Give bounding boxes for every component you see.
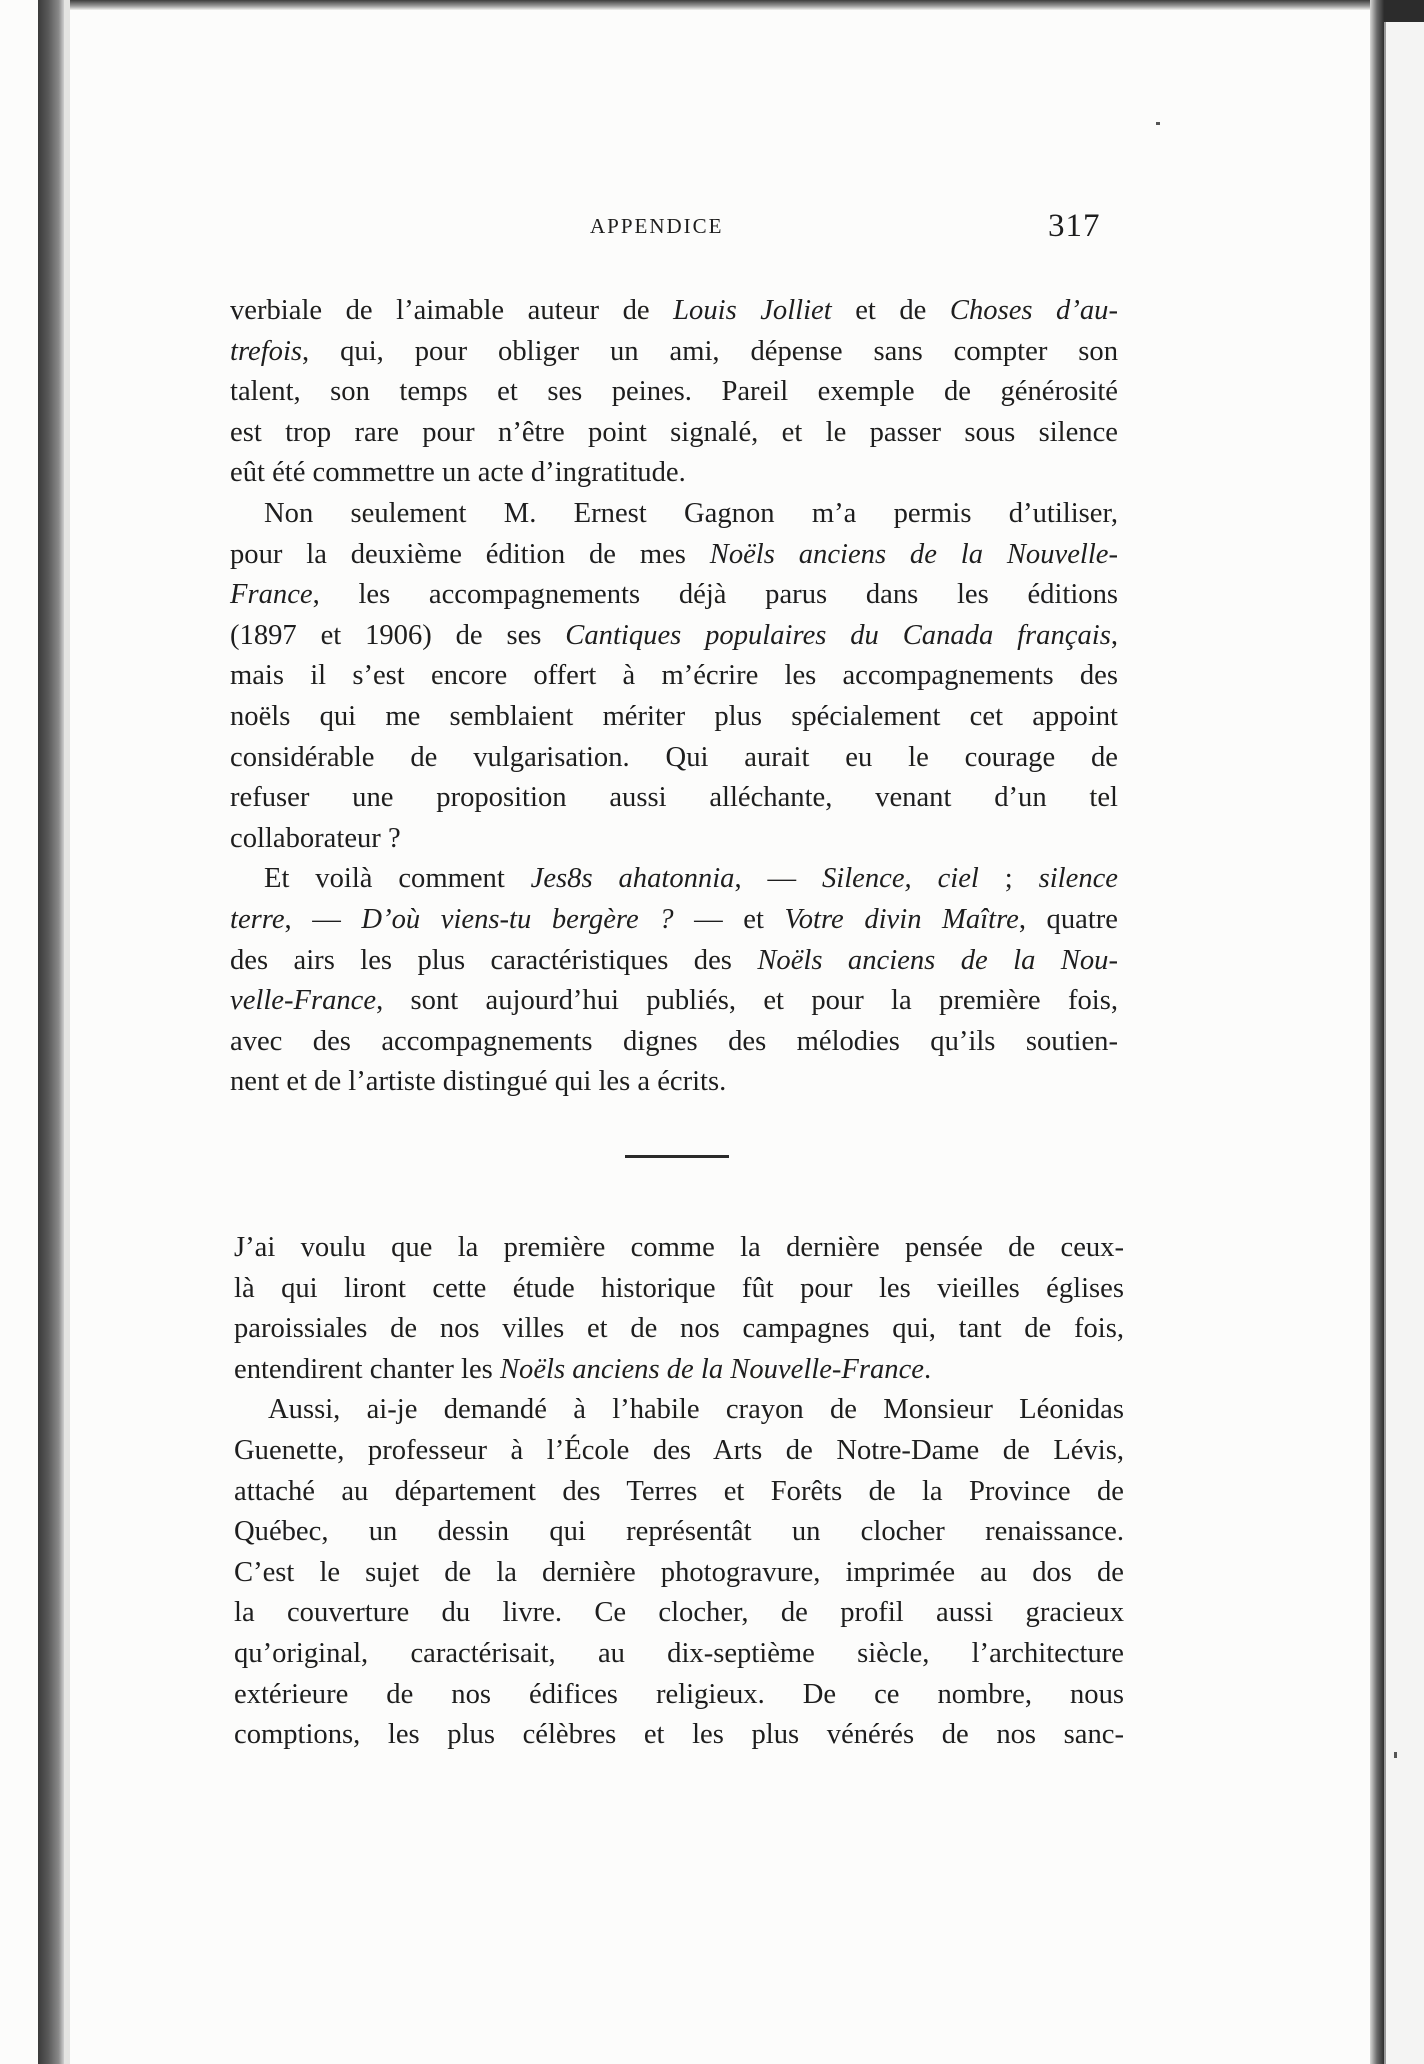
- italic-title-text: trefois: [230, 335, 303, 367]
- text-run: Guenette, professeur à l’École des Arts de Notre-Dame de Lévis,: [234, 1435, 1124, 1466]
- text-line: [230, 697, 1118, 737]
- italic-title-text: D’où viens-tu bergère ?: [361, 904, 674, 935]
- text-line: [230, 575, 1118, 615]
- italic-title-text: Silence, ciel: [822, 863, 979, 895]
- text-run: collaborateur ?: [230, 822, 401, 854]
- text-line: [230, 291, 1118, 331]
- text-run: extérieure de nos édifices religieux. De ce nombre, nous: [234, 1678, 1124, 1710]
- text-run: Québec, un dessin qui représentât un clocher renaissance.: [234, 1516, 1124, 1548]
- text-line: [230, 941, 1118, 981]
- text-run: C’est le sujet de la dernière photogravure, imprimée au dos de: [234, 1556, 1124, 1588]
- text-run: est trop rare pour n’être point signalé, et le passer sous silence: [230, 416, 1118, 448]
- text-run: nent et de l’artiste distingué qui les a écrits.: [230, 1066, 727, 1098]
- text-line: [234, 1431, 1124, 1471]
- text-line: [230, 616, 1118, 656]
- text-run: Non seulement M. Ernest Gagnon m’a permis d’utiliser,: [264, 498, 1118, 529]
- text-run: des airs les plus caractéristiques des: [230, 944, 758, 976]
- scan-speck: [1156, 122, 1160, 125]
- text-line: [234, 1228, 1124, 1268]
- text-run: , les accompagnements déjà parus dans les éditions: [312, 579, 1118, 611]
- text-line: [234, 1309, 1124, 1349]
- italic-title-text: Louis Jolliet: [673, 295, 832, 326]
- page-number: 317: [1048, 208, 1101, 244]
- text-line: [234, 1715, 1124, 1755]
- text-run: (1897 et 1906) de ses: [230, 619, 566, 651]
- italic-title-text: France: [230, 579, 313, 611]
- text-run: .: [924, 1353, 932, 1385]
- text-line: [264, 494, 1118, 534]
- text-run: qu’original, caractérisait, au dix-septième siècle, l’architecture: [234, 1638, 1124, 1669]
- text-line: [230, 819, 401, 859]
- italic-title-text: terre: [230, 904, 285, 935]
- text-line: [230, 453, 686, 493]
- text-line: [234, 1634, 1124, 1674]
- text-run: Et voilà comment: [264, 863, 531, 895]
- text-line: [234, 1269, 1124, 1309]
- text-run: refuser une proposition aussi alléchante, venant d’un tel: [230, 782, 1118, 814]
- text-run: noëls qui me semblaient mériter plus spécialement cet appoint: [230, 701, 1118, 732]
- text-line: [264, 859, 1118, 899]
- italic-title-text: velle-France: [230, 985, 377, 1017]
- text-run: Aussi, ai-je demandé à l’habile crayon de Monsieur Léonidas: [268, 1394, 1124, 1426]
- text-line: [230, 738, 1118, 778]
- text-line: [234, 1472, 1124, 1512]
- text-line: [234, 1350, 931, 1390]
- text-line: [230, 1022, 1118, 1062]
- text-run: , —: [284, 904, 362, 935]
- text-run: , sont aujourd’hui publiés, et pour la première fois,: [376, 985, 1118, 1017]
- text-run: entendirent chanter les: [234, 1353, 500, 1385]
- text-line: [230, 778, 1118, 818]
- text-run: , qui, pour obliger un ami, dépense sans compter son: [302, 335, 1118, 367]
- text-run: mais il s’est encore offert à m’écrire les accompagnements des: [230, 660, 1118, 692]
- text-line: [234, 1512, 1124, 1552]
- text-line: [234, 1593, 1124, 1633]
- text-line: [230, 332, 1118, 372]
- running-title: APPENDICE: [590, 214, 724, 238]
- text-line: [234, 1675, 1124, 1715]
- text-line: [230, 372, 1118, 412]
- italic-title-text: Noëls anciens de la Nouvelle-: [709, 538, 1118, 570]
- text-line: [230, 900, 1118, 940]
- text-line: [230, 981, 1118, 1021]
- text-run: , —: [734, 863, 822, 895]
- italic-title-text: Cantiques populaires du Canada français: [565, 619, 1111, 651]
- text-run: attaché au département des Terres et Forêts de la Province de: [234, 1475, 1124, 1507]
- text-run: avec des accompagnements dignes des mélodies qu’ils soutien-: [230, 1025, 1118, 1057]
- text-run: — et: [673, 904, 785, 935]
- text-run: eût été commettre un acte d’ingratitude.: [230, 457, 686, 489]
- text-run: la couverture du livre. Ce clocher, de profil aussi gracieux: [234, 1597, 1124, 1629]
- italic-title-text: Noëls anciens de la Nouvelle-France: [499, 1353, 924, 1385]
- text-line: [230, 413, 1118, 453]
- text-run: ;: [978, 863, 1039, 895]
- text-run: J’ai voulu que la première comme la dernière pensée de ceux-: [234, 1232, 1124, 1263]
- text-line: [230, 535, 1118, 575]
- scan-speck: [1394, 1752, 1397, 1758]
- text-run: comptions, les plus célèbres et les plus vénérés de nos sanc-: [234, 1719, 1124, 1751]
- text-line: [268, 1390, 1124, 1430]
- text-run: , quatre: [1018, 904, 1118, 935]
- text-run: considérable de vulgarisation. Qui aurait eu le courage de: [230, 741, 1118, 773]
- italic-title-text: silence: [1038, 863, 1118, 895]
- text-run: verbiale de l’aimable auteur de: [230, 295, 674, 326]
- text-run: pour la deuxième édition de mes: [230, 538, 710, 570]
- text-run: paroissiales de nos villes et de nos campagnes qui, tant de fois,: [234, 1313, 1124, 1345]
- section-divider-rule: [625, 1155, 729, 1158]
- text-line: [234, 1553, 1124, 1593]
- text-run: talent, son temps et ses peines. Pareil exemple de générosité: [230, 376, 1118, 408]
- italic-title-text: Votre divin Maître: [784, 904, 1019, 935]
- text-line: [230, 656, 1118, 696]
- text-run: là qui liront cette étude historique fût pour les vieilles églises: [234, 1272, 1124, 1304]
- text-run: ,: [1110, 619, 1118, 651]
- italic-title-text: Choses d’au-: [949, 295, 1118, 326]
- text-run: et de: [831, 295, 950, 326]
- text-line: [230, 1062, 726, 1102]
- italic-title-text: Jes8s ahatonnia: [530, 863, 735, 895]
- italic-title-text: Noëls anciens de la Nou-: [757, 944, 1118, 976]
